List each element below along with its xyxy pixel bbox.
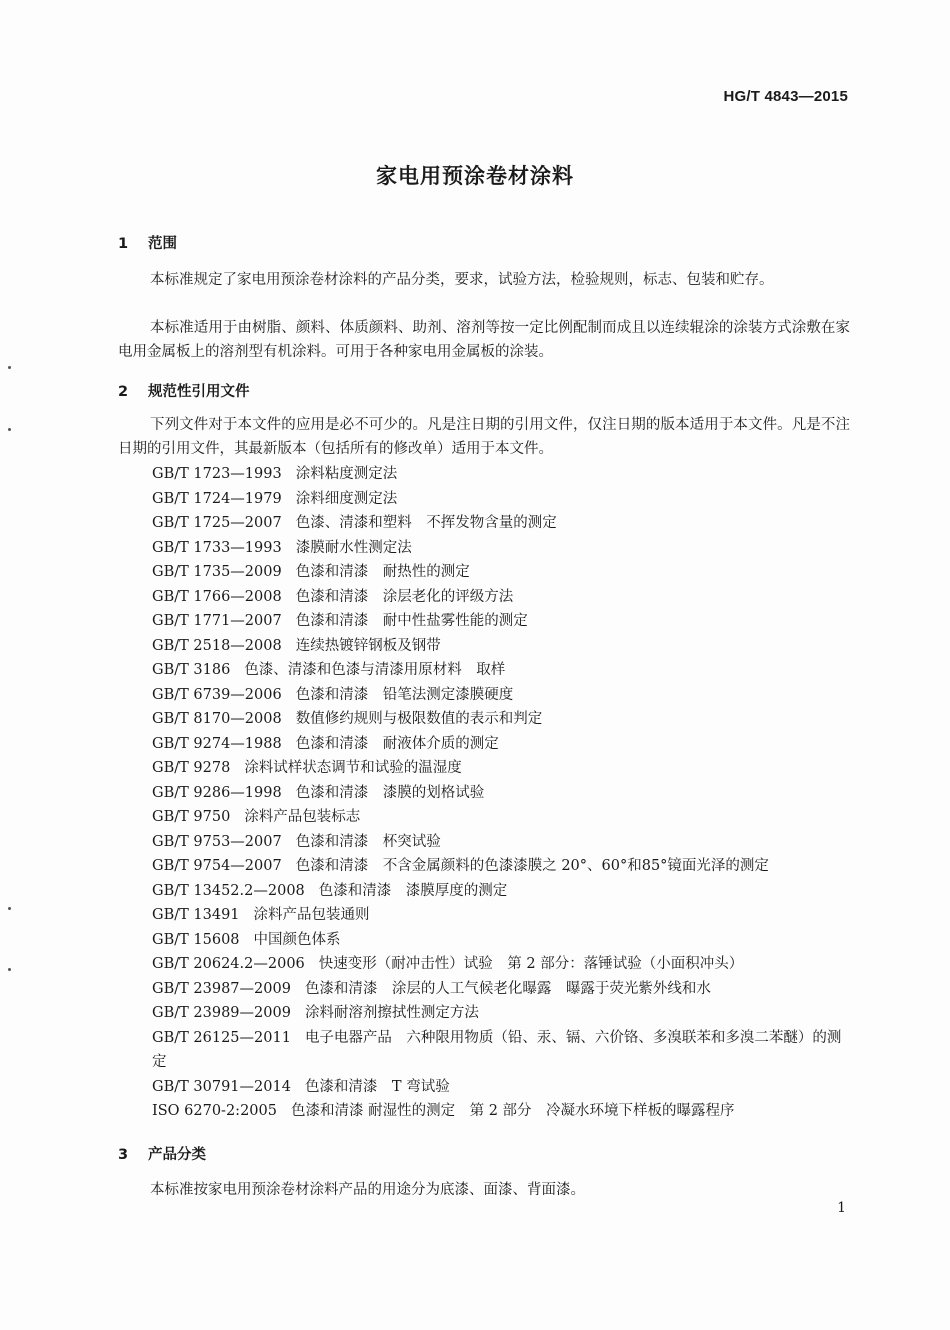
section-heading-2 bbox=[118, 380, 250, 401]
reference-title: 数值修约规则与极限数值的表示和判定 bbox=[295, 711, 543, 727]
reference-title: 色漆和清漆 杯突试验 bbox=[295, 833, 441, 850]
reference-title: 漆膜耐水性测定法 bbox=[295, 539, 412, 556]
reference-item bbox=[152, 928, 852, 953]
reference-code: GB/T 30791—2014 bbox=[152, 1078, 291, 1095]
reference-item bbox=[152, 634, 852, 659]
reference-item bbox=[152, 683, 852, 708]
reference-item bbox=[152, 462, 852, 487]
section-title: 产品分类 bbox=[148, 1147, 206, 1163]
page-number: 1 bbox=[837, 1200, 846, 1216]
reference-title: 色漆和清漆 漆膜的划格试验 bbox=[295, 784, 485, 801]
reference-title: 涂料细度测定法 bbox=[295, 490, 398, 507]
reference-item bbox=[118, 1026, 852, 1075]
reference-item bbox=[152, 805, 852, 830]
scan-mark bbox=[8, 428, 11, 431]
reference-code: GB/T 9753—2007 bbox=[152, 833, 282, 850]
reference-item bbox=[152, 1099, 852, 1124]
reference-item bbox=[152, 658, 852, 683]
reference-item bbox=[152, 830, 852, 855]
scope-paragraph-2: 本标准适用于由树脂、颜料、体质颜料、助剂、溶剂等按一定比例配制而成且以连续辊涂的涂装方式涂敷在家电用金属板上的溶剂型有机涂料。可用于各种家电用金属板的涂装。 bbox=[118, 320, 850, 360]
reference-title: 色漆和清漆 不含金属颜料的色漆漆膜之 20°、60°和85°镜面光泽的测定 bbox=[295, 858, 769, 874]
reference-item bbox=[152, 1001, 852, 1026]
reference-code: GB/T 1723—1993 bbox=[152, 466, 282, 482]
document-title: 家电用预涂卷材涂料 bbox=[376, 164, 574, 188]
section-title: 范围 bbox=[148, 236, 177, 252]
reference-item bbox=[152, 732, 852, 757]
reference-title: 色漆和清漆 T 弯试验 bbox=[304, 1078, 450, 1095]
reference-code: GB/T 9274—1988 bbox=[152, 735, 282, 752]
reference-code: GB/T 1771—2007 bbox=[152, 613, 282, 629]
reference-title: 快速变形（耐冲击性）试验 第 2 部分：落锤试验（小面积冲头） bbox=[318, 956, 744, 972]
reference-item bbox=[152, 903, 852, 928]
reference-title: 连续热镀锌钢板及钢带 bbox=[295, 637, 441, 654]
reference-title: 色漆、清漆和塑料 不挥发物含量的测定 bbox=[295, 515, 557, 531]
reference-item bbox=[152, 854, 852, 879]
reference-code: GB/T 26125—2011 bbox=[152, 1029, 291, 1046]
reference-code: GB/T 3186 bbox=[152, 662, 231, 678]
section-heading-3 bbox=[118, 1143, 206, 1164]
reference-title: 色漆和清漆 涂层老化的评级方法 bbox=[295, 588, 514, 605]
reference-code: GB/T 15608 bbox=[152, 931, 240, 948]
reference-item bbox=[152, 952, 852, 977]
reference-code: GB/T 9750 bbox=[152, 809, 231, 825]
reference-code: GB/T 13491 bbox=[152, 907, 240, 923]
reference-code: GB/T 1724—1979 bbox=[152, 490, 282, 507]
reference-item bbox=[152, 879, 852, 904]
reference-item bbox=[152, 1075, 852, 1100]
reference-code: GB/T 1733—1993 bbox=[152, 539, 282, 556]
standard-code: HG/T 4843—2015 bbox=[723, 88, 848, 105]
reference-title: 涂料产品包装标志 bbox=[244, 809, 361, 825]
reference-title: 色漆和清漆 耐液体介质的测定 bbox=[295, 735, 499, 752]
reference-item bbox=[152, 609, 852, 634]
reference-title: 色漆和清漆 涂层的人工气候老化曝露 曝露于荧光紫外线和水 bbox=[304, 980, 711, 997]
reference-code: GB/T 2518—2008 bbox=[152, 637, 282, 654]
scope-paragraph-1: 本标准规定了家电用预涂卷材涂料的产品分类，要求，试验方法，检验规则，标志、包装和贮存。 bbox=[150, 272, 774, 288]
reference-title: 涂料试样状态调节和试验的温湿度 bbox=[244, 760, 462, 776]
reference-title: 色漆和清漆 耐热性的测定 bbox=[295, 564, 470, 580]
reference-list bbox=[152, 462, 852, 1124]
reference-item bbox=[152, 585, 852, 610]
reference-code: GB/T 1725—2007 bbox=[152, 515, 282, 531]
reference-item bbox=[152, 511, 852, 536]
reference-code: GB/T 20624.2—2006 bbox=[152, 956, 305, 972]
reference-title: 电子电器产品 六种限用物质（铅、汞、镉、六价铬、多溴联苯和多溴二苯醚）的测定 bbox=[152, 1029, 842, 1070]
reference-code: GB/T 6739—2006 bbox=[152, 686, 282, 703]
reference-item bbox=[152, 536, 852, 561]
reference-item bbox=[152, 781, 852, 806]
reference-code: GB/T 9278 bbox=[152, 760, 231, 776]
classification-paragraph: 本标准按家电用预涂卷材涂料产品的用途分为底漆、面漆、背面漆。 bbox=[150, 1182, 585, 1198]
reference-title: 中国颜色体系 bbox=[253, 931, 341, 948]
scan-mark bbox=[8, 366, 11, 369]
reference-code: GB/T 13452.2—2008 bbox=[152, 882, 305, 899]
reference-code: GB/T 1766—2008 bbox=[152, 588, 282, 605]
reference-title: 色漆和清漆 铅笔法测定漆膜硬度 bbox=[295, 686, 514, 703]
reference-title: 涂料产品包装通则 bbox=[253, 907, 370, 923]
reference-code: ISO 6270-2:2005 bbox=[152, 1103, 277, 1119]
section-number: 3 bbox=[118, 1147, 129, 1163]
reference-title: 涂料耐溶剂擦拭性测定方法 bbox=[304, 1005, 479, 1021]
scan-mark bbox=[8, 968, 11, 971]
reference-item bbox=[152, 487, 852, 512]
reference-code: GB/T 23987—2009 bbox=[152, 980, 291, 997]
reference-code: GB/T 1735—2009 bbox=[152, 564, 282, 580]
reference-item bbox=[152, 977, 852, 1002]
reference-item bbox=[152, 560, 852, 585]
reference-item bbox=[152, 707, 852, 732]
reference-title: 色漆和清漆 耐中性盐雾性能的测定 bbox=[295, 613, 528, 629]
section-number: 2 bbox=[118, 384, 129, 400]
reference-title: 色漆和清漆 耐湿性的测定 第 2 部分 冷凝水环境下样板的曝露程序 bbox=[290, 1103, 735, 1119]
reference-code: GB/T 9754—2007 bbox=[152, 858, 282, 874]
reference-code: GB/T 8170—2008 bbox=[152, 711, 282, 727]
reference-title: 色漆、清漆和色漆与清漆用原材料 取样 bbox=[244, 662, 506, 678]
section-number: 1 bbox=[118, 236, 129, 252]
reference-item bbox=[152, 756, 852, 781]
reference-title: 涂料粘度测定法 bbox=[295, 466, 398, 482]
reference-title: 色漆和清漆 漆膜厚度的测定 bbox=[318, 882, 508, 899]
section-title: 规范性引用文件 bbox=[148, 384, 250, 400]
reference-code: GB/T 23989—2009 bbox=[152, 1005, 291, 1021]
scan-mark bbox=[8, 907, 11, 910]
references-intro: 下列文件对于本文件的应用是必不可少的。凡是注日期的引用文件，仅注日期的版本适用于本文件。凡是不注日期的引用文件，其最新版本（包括所有的修改单）适用于本文件。 bbox=[118, 417, 850, 457]
reference-code: GB/T 9286—1998 bbox=[152, 784, 282, 801]
section-heading-1 bbox=[118, 232, 177, 253]
